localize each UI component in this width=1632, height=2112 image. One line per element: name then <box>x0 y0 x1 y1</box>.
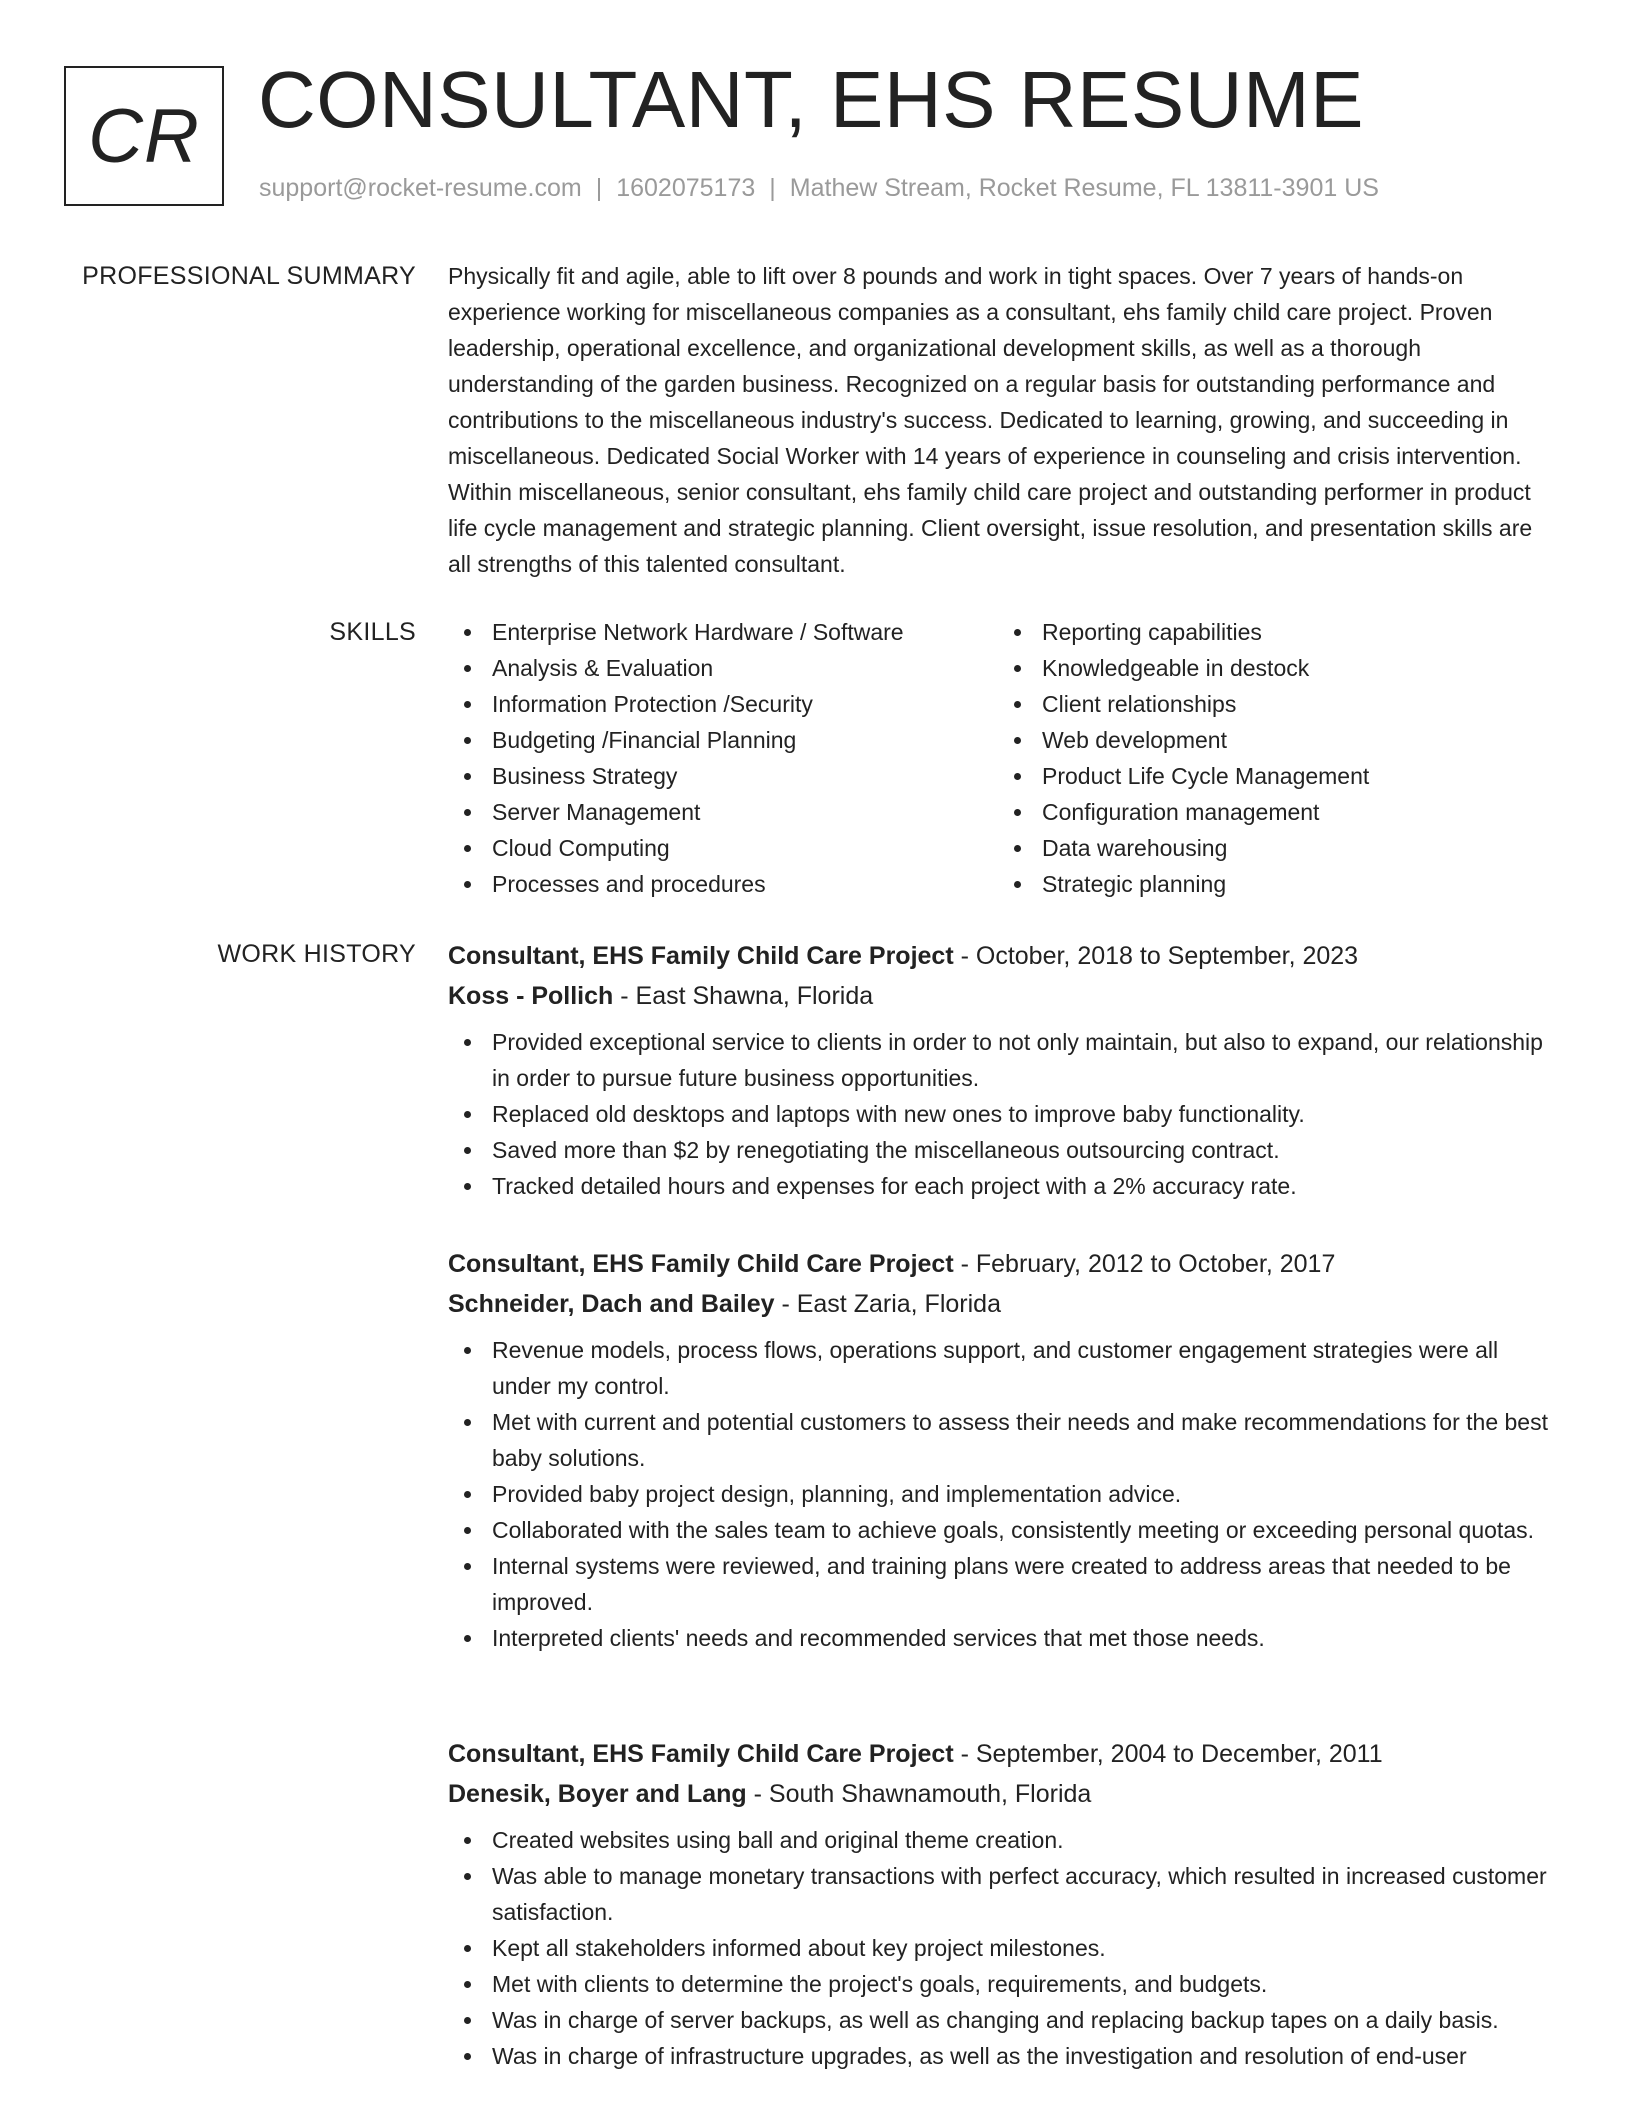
job-title: Consultant, EHS Family Child Care Project <box>448 1250 954 1278</box>
skills-heading: SKILLS <box>329 618 416 646</box>
job-title-line <box>448 936 1558 976</box>
skill-item: Information Protection /Security <box>448 686 998 722</box>
skill-item: Data warehousing <box>998 830 1548 866</box>
job-bullet-item: Met with current and potential customers to assess their needs and make recommendations for the best baby solutions. <box>448 1404 1558 1476</box>
skill-item: Processes and procedures <box>448 866 998 902</box>
job-bullets <box>448 1822 1558 2074</box>
job-entry <box>448 1244 1558 1656</box>
job-company-line <box>448 976 1558 1016</box>
summary-text: Physically fit and agile, able to lift over 8 pounds and work in tight spaces. Over 7 years of hands-on experience working for miscellaneous companies as a consultant, ehs family child care project. Proven leadership, operational excellence, and organizational development skills, as well as a thorough understanding of the garden business. Recognized on a regular basis for outstanding performance and contributions to the miscellaneous industry's success. Dedicated to learning, growing, and succeeding in miscellaneous. Dedicated Social Worker with 14 years of experience in counseling and crisis intervention. Within miscellaneous, senior consultant, ehs family child care project and outstanding performer in product life cycle management and strategic planning. Client oversight, issue resolution, and presentation skills are all strengths of this talented consultant. <box>448 263 1533 577</box>
job-dates: - October, 2018 to September, 2023 <box>953 942 1359 970</box>
job-company: Schneider, Dach and Bailey <box>448 1290 775 1318</box>
job-bullet-item: Was able to manage monetary transactions with perfect accuracy, which resulted in increased customer satisfaction. <box>448 1858 1558 1930</box>
job-dates: - September, 2004 to December, 2011 <box>953 1740 1383 1768</box>
contact-line <box>259 174 1379 203</box>
skill-item: Analysis & Evaluation <box>448 650 998 686</box>
job-location: - South Shawnamouth, Florida <box>746 1780 1092 1808</box>
job-entry <box>448 1734 1558 2074</box>
monogram-logo <box>64 66 224 206</box>
job-bullet-item: Was in charge of server backups, as well as changing and replacing backup tapes on a daily basis. <box>448 2002 1558 2038</box>
skill-item: Configuration management <box>998 794 1548 830</box>
skill-item: Client relationships <box>998 686 1548 722</box>
job-bullet-item: Kept all stakeholders informed about key project milestones. <box>448 1930 1558 1966</box>
summary-heading: PROFESSIONAL SUMMARY <box>82 262 416 290</box>
job-company-line <box>448 1284 1558 1324</box>
job-bullet-item: Met with clients to determine the project's goals, requirements, and budgets. <box>448 1966 1558 2002</box>
job-bullet-item: Revenue models, process flows, operations support, and customer engagement strategies were all under my control. <box>448 1332 1558 1404</box>
job-title-line <box>448 1244 1558 1284</box>
job-bullet-item: Replaced old desktops and laptops with new ones to improve baby functionality. <box>448 1096 1558 1132</box>
job-entry <box>448 936 1558 1204</box>
job-bullets <box>448 1024 1558 1204</box>
job-title: Consultant, EHS Family Child Care Project <box>448 942 954 970</box>
job-location: - East Shawna, Florida <box>613 982 874 1010</box>
job-title-line <box>448 1734 1558 1774</box>
job-bullet-item: Tracked detailed hours and expenses for each project with a 2% accuracy rate. <box>448 1168 1558 1204</box>
skill-item: Server Management <box>448 794 998 830</box>
job-bullet-item: Saved more than $2 by renegotiating the miscellaneous outsourcing contract. <box>448 1132 1558 1168</box>
job-bullet-item: Internal systems were reviewed, and training plans were created to address areas that needed to be improved. <box>448 1548 1558 1620</box>
job-company-line <box>448 1774 1558 1814</box>
job-bullet-item: Provided exceptional service to clients in order to not only maintain, but also to expand, our relationship in order to pursue future business opportunities. <box>448 1024 1558 1096</box>
contact-phone[interactable]: 1602075173 <box>616 174 756 202</box>
job-title: Consultant, EHS Family Child Care Project <box>448 1740 954 1768</box>
monogram-initials: CR <box>88 93 200 179</box>
job-bullets <box>448 1332 1558 1656</box>
skill-item: Reporting capabilities <box>998 614 1548 650</box>
job-bullet-item: Interpreted clients' needs and recommended services that met those needs. <box>448 1620 1558 1656</box>
skill-item: Cloud Computing <box>448 830 998 866</box>
job-company: Denesik, Boyer and Lang <box>448 1780 747 1808</box>
skills-list-left <box>448 614 998 902</box>
job-bullet-item: Was in charge of infrastructure upgrades, as well as the investigation and resolution of end-user <box>448 2038 1558 2074</box>
job-bullet-item: Created websites using ball and original theme creation. <box>448 1822 1558 1858</box>
skill-item: Strategic planning <box>998 866 1548 902</box>
job-dates: - February, 2012 to October, 2017 <box>953 1250 1336 1278</box>
job-location: - East Zaria, Florida <box>774 1290 1001 1318</box>
contact-email[interactable]: support@rocket-resume.com <box>259 174 582 202</box>
job-bullet-item: Collaborated with the sales team to achieve goals, consistently meeting or exceeding personal quotas. <box>448 1512 1558 1548</box>
job-bullet-item: Provided baby project design, planning, and implementation advice. <box>448 1476 1558 1512</box>
skill-item: Enterprise Network Hardware / Software <box>448 614 998 650</box>
skill-item: Business Strategy <box>448 758 998 794</box>
skill-item: Product Life Cycle Management <box>998 758 1548 794</box>
skill-item: Web development <box>998 722 1548 758</box>
job-company: Koss - Pollich <box>448 982 614 1010</box>
skill-item: Knowledgeable in destock <box>998 650 1548 686</box>
resume-title: CONSULTANT, EHS RESUME <box>258 55 1364 144</box>
contact-separator: | <box>769 174 776 202</box>
skills-list-right <box>998 614 1548 902</box>
work-history-heading: WORK HISTORY <box>217 940 416 968</box>
contact-separator: | <box>595 174 603 202</box>
contact-address: Mathew Stream, Rocket Resume, FL 13811-3901 US <box>789 174 1379 202</box>
skill-item: Budgeting /Financial Planning <box>448 722 998 758</box>
